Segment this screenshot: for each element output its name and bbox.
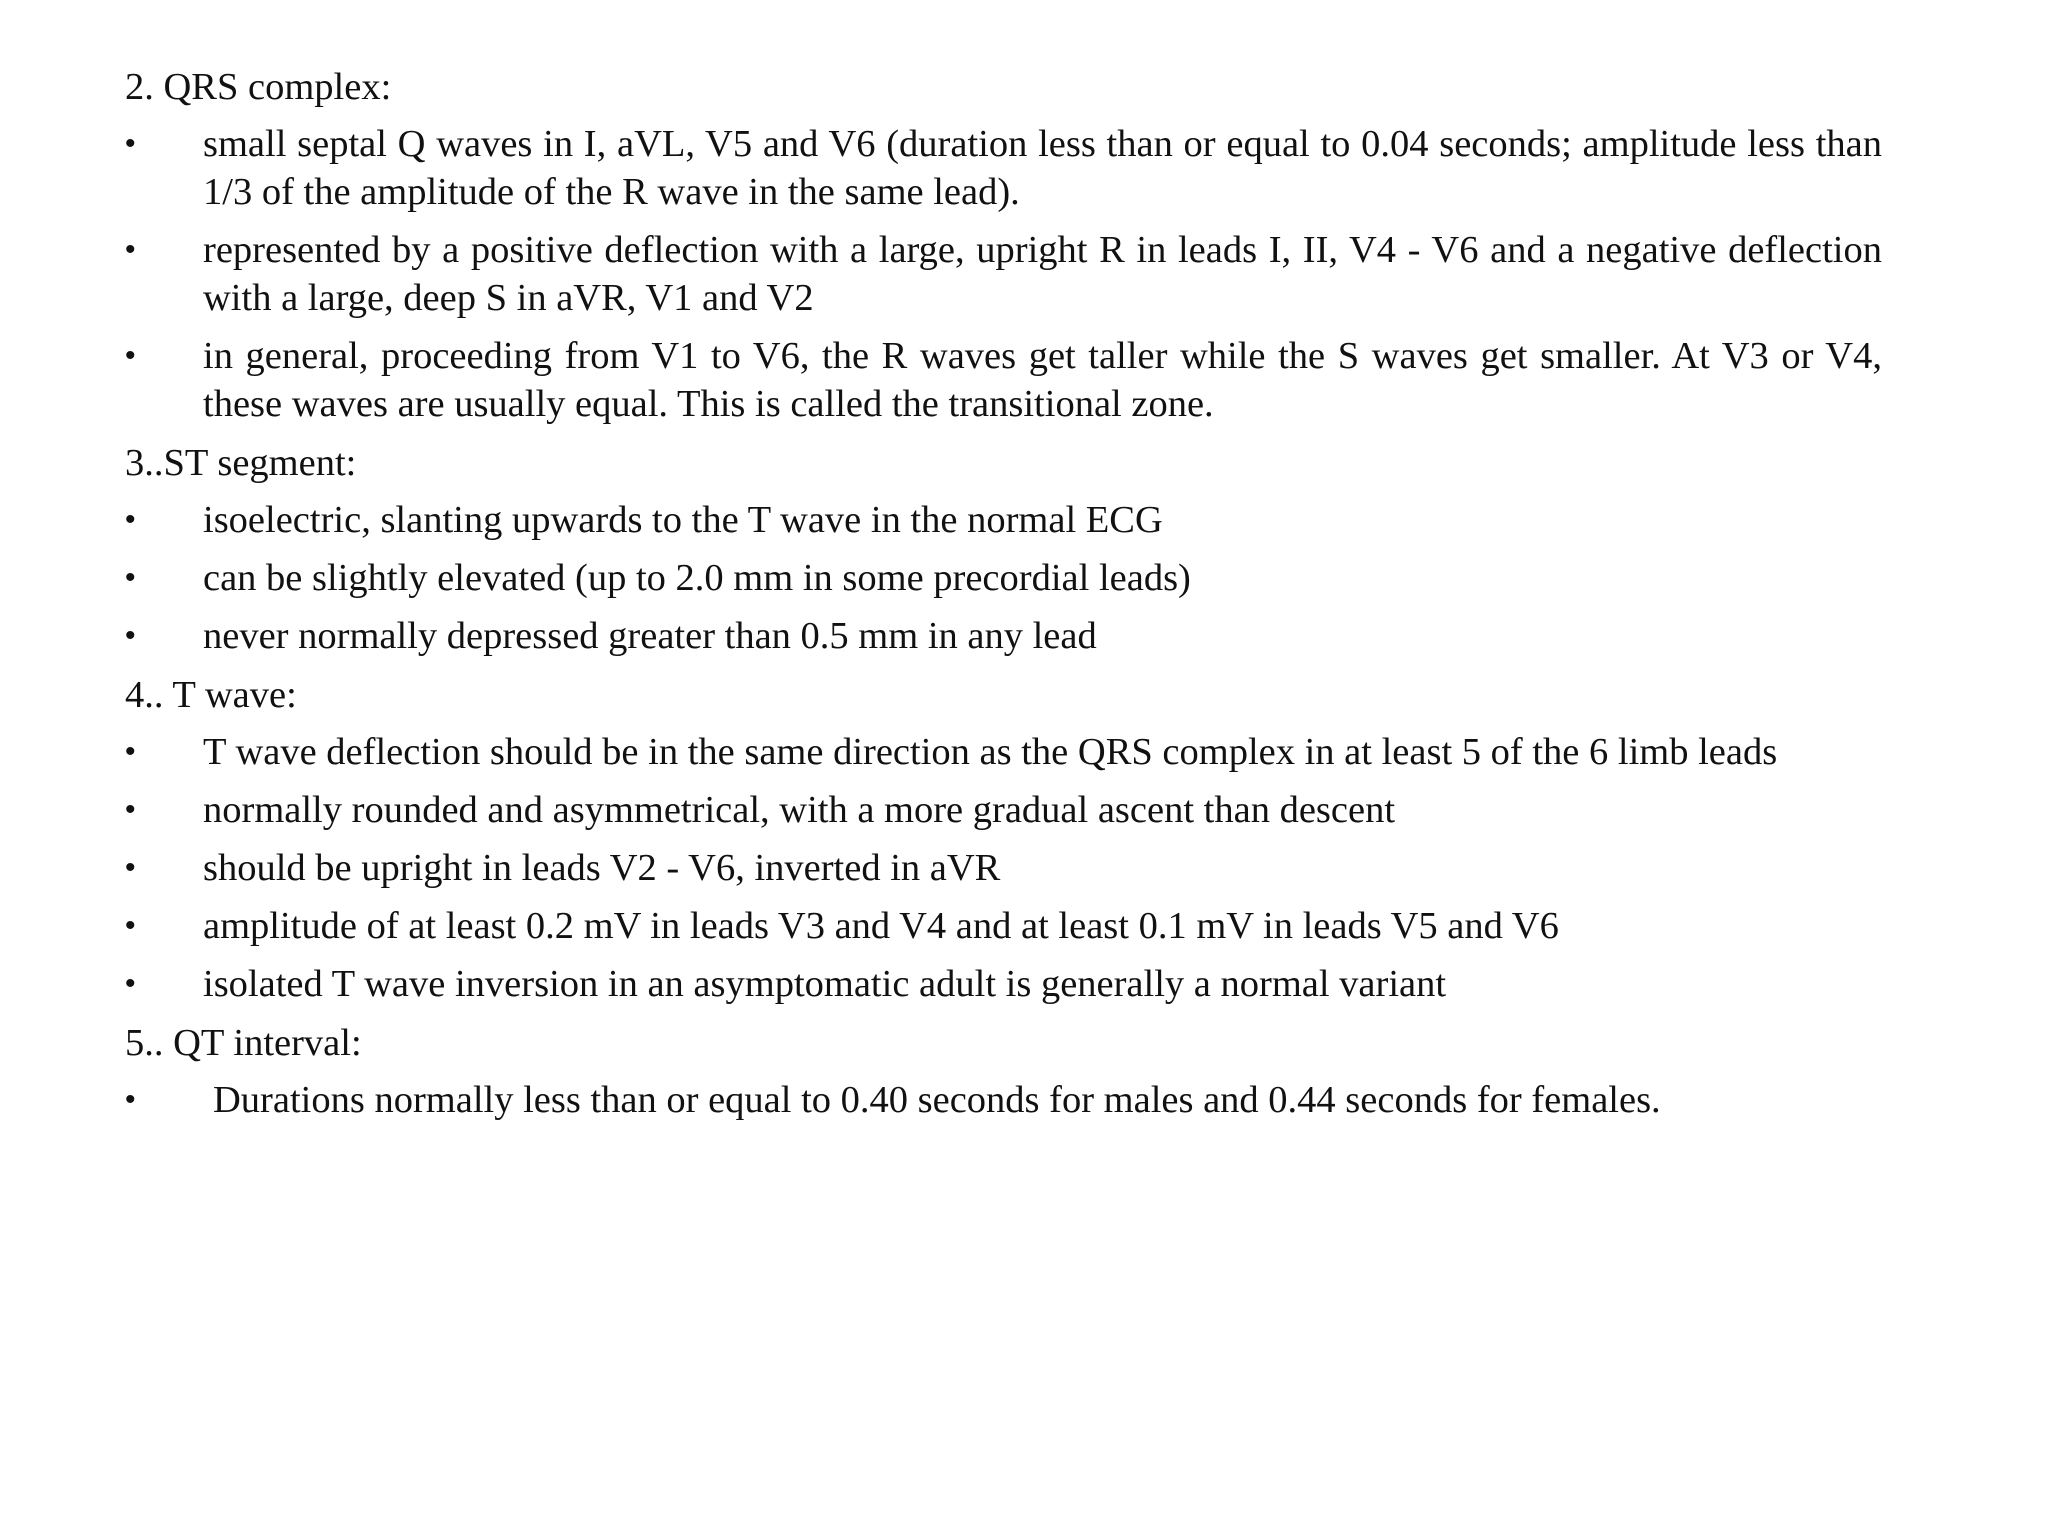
list-item — [125, 496, 1882, 544]
bullet-icon: • — [125, 909, 136, 942]
slide-body — [125, 62, 1882, 1134]
bullet-icon: • — [125, 735, 136, 768]
list-item — [125, 786, 1882, 834]
list-item — [125, 844, 1882, 892]
bullet-text: normally rounded and asymmetrical, with a more gradual ascent than descent — [203, 789, 1396, 831]
section-qt-interval — [125, 1018, 1882, 1124]
list-item — [125, 332, 1882, 428]
bullet-icon: • — [125, 339, 136, 372]
bullet-text: Durations normally less than or equal to 0.40 seconds for males and 0.44 seconds for females. — [213, 1079, 1661, 1121]
section-st-segment — [125, 438, 1882, 660]
list-item — [125, 120, 1882, 216]
bullet-icon: • — [125, 233, 136, 266]
section-t-wave — [125, 670, 1882, 1008]
bullet-icon: • — [125, 503, 136, 536]
list-item — [125, 902, 1882, 950]
bullet-list — [125, 496, 1882, 660]
bullet-text: T wave deflection should be in the same direction as the QRS complex in at least 5 of the 6 limb leads — [203, 731, 1778, 773]
bullet-text: small septal Q waves in I, aVL, V5 and V6 (duration less than or equal to 0.04 seconds; amplitude less than 1/3 of the amplitude of the R wave in the same lead). — [203, 123, 1882, 213]
bullet-icon: • — [125, 851, 136, 884]
bullet-text: represented by a positive deflection with a large, upright R in leads I, II, V4 - V6 and a negative deflection with a large, deep S in aVR, V1 and V2 — [203, 229, 1882, 319]
bullet-text: amplitude of at least 0.2 mV in leads V3 and V4 and at least 0.1 mV in leads V5 and V6 — [203, 905, 1559, 947]
bullet-icon: • — [125, 127, 136, 160]
bullet-list — [125, 728, 1882, 1008]
list-item — [125, 1076, 1882, 1124]
bullet-text: isolated T wave inversion in an asymptomatic adult is generally a normal variant — [203, 963, 1447, 1005]
bullet-text: in general, proceeding from V1 to V6, the R waves get taller while the S waves get smaller. At V3 or V4, these waves are usually equal. This is called the transitional zone. — [203, 335, 1882, 425]
section-heading: 5.. QT interval: — [125, 1022, 362, 1064]
bullet-text: should be upright in leads V2 - V6, inverted in aVR — [203, 847, 1001, 889]
list-item — [125, 226, 1882, 322]
bullet-text: never normally depressed greater than 0.5 mm in any lead — [203, 615, 1097, 657]
bullet-icon: • — [125, 967, 136, 1000]
bullet-text: can be slightly elevated (up to 2.0 mm in some precordial leads) — [203, 557, 1191, 599]
section-qrs-complex — [125, 62, 1882, 428]
list-item — [125, 728, 1882, 776]
bullet-icon: • — [125, 793, 136, 826]
bullet-icon: • — [125, 1083, 136, 1116]
list-item — [125, 612, 1882, 660]
bullet-list — [125, 120, 1882, 428]
bullet-list — [125, 1076, 1882, 1124]
section-heading: 3..ST segment: — [125, 442, 357, 484]
section-heading: 4.. T wave: — [125, 674, 297, 716]
bullet-icon: • — [125, 561, 136, 594]
list-item — [125, 960, 1882, 1008]
list-item — [125, 554, 1882, 602]
section-heading: 2. QRS complex: — [125, 66, 392, 108]
bullet-icon: • — [125, 619, 136, 652]
bullet-text: isoelectric, slanting upwards to the T wave in the normal ECG — [203, 499, 1163, 541]
